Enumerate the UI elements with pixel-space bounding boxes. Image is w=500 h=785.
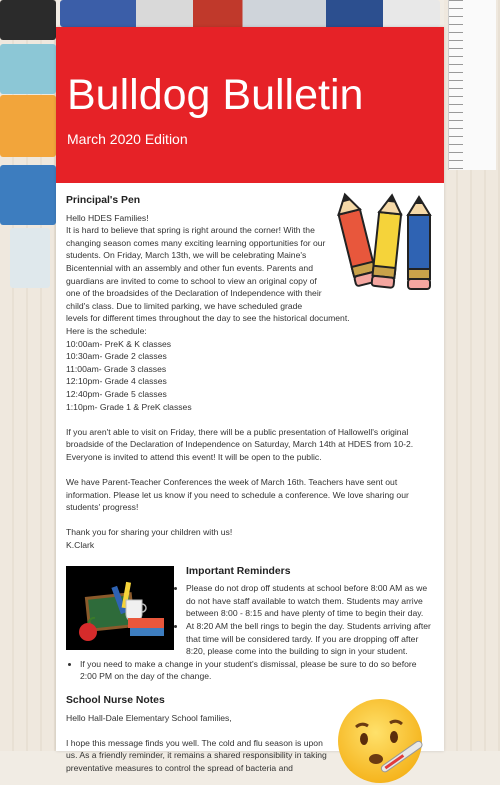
edition-label: March 2020 Edition [67,131,188,147]
principals-pen-section [66,195,434,552]
clip-deco [0,44,56,94]
pens-deco [60,0,440,27]
schedule-item: 12:10pm- Grade 4 classes [66,376,167,387]
header-banner [56,27,444,183]
nurse-body: I hope this message finds you well. The cold and flu season is upon us. As a friendly reminder, it remains a shared responsibility in taking preventative measures to control the spread of bacteria and [66,737,327,773]
reminder-item: • At 8:20 AM the bell rings to begin the day. Students arriving after that time will be considered tardy. If you are dropping off after 8:20, please come into the building to sign in your student. [80,620,434,658]
schedule-list [66,338,434,414]
schedule-item: 10:30am- Grade 2 classes [66,351,167,362]
conferences-text: We have Parent-Teacher Conferences the week of March 16th. Teachers have sent out information. Please let us know if you need to schedule a conference. We love sharing our students' progress! [66,477,409,513]
school-nurse-section [66,695,434,775]
nurse-greeting: Hello Hall-Dale Elementary School families, [66,712,232,723]
newsletter-title: Bulldog Bulletin [67,71,364,119]
reminder-item: • Please do not drop off students at school before 8:00 AM as we do not have staff available to watch them. Students may arrive between 8:00 - 8:15 and have plenty of time to begin their day. [80,582,434,620]
newsletter-card [56,27,444,773]
sick-face-emoji [334,693,426,785]
reminder-item: • If you need to make a change in your student's dismissal, please be sure to do so before 2:00 PM on the day of the change. [80,658,434,683]
eraser-deco [0,165,56,225]
binder-clip-deco [0,0,56,40]
reminders-list-continued [66,658,434,683]
important-reminders-section [66,566,434,683]
paperclip-deco [10,228,50,288]
principal-intro: It is hard to believe that spring is right around the corner! With the changing season comes many exciting learning opportunities for our students. On Friday, March 13th, we will be celebrating Maine's Bicentennial with an assembly and other fun events. Parents and guardians are invited to come to school to view an original copy of one of the broadsides of the Declaration of Independence with their child's class. Due to limited parking, we have scheduled grade levels for different times throughout the day to see the historical document. [66,225,350,324]
principals-pen-heading: Principal's Pen [66,195,141,206]
saturday-presentation-text: If you aren't able to visit on Friday, there will be a public presentation of Hallowell's original broadside of the Declaration of Independence on Saturday, March 14th at HDES from 10-2. Everyone is invited to attend this event! It will be open to the public. [66,426,414,462]
principal-greeting: Hello HDES Families! [66,212,149,223]
sticky-note-deco [0,95,56,157]
school-nurse-heading: School Nurse Notes [66,694,165,706]
ruler-deco [448,0,496,170]
content-area [56,183,444,775]
schedule-label: Here is the schedule: [66,325,147,336]
schedule-item: 1:10pm- Grade 1 & PreK classes [66,401,192,412]
schedule-item: 10:00am- PreK & K classes [66,338,172,349]
schedule-item: 12:40pm- Grade 5 classes [66,388,167,399]
important-reminders-heading: Important Reminders [186,565,291,577]
thanks-text: Thank you for sharing your children with us! [66,527,233,538]
pencils-image [332,193,442,301]
signature: K.Clark [66,540,95,551]
schedule-item: 11:00am- Grade 3 classes [66,363,167,374]
classroom-chalkboard-image [66,566,174,650]
